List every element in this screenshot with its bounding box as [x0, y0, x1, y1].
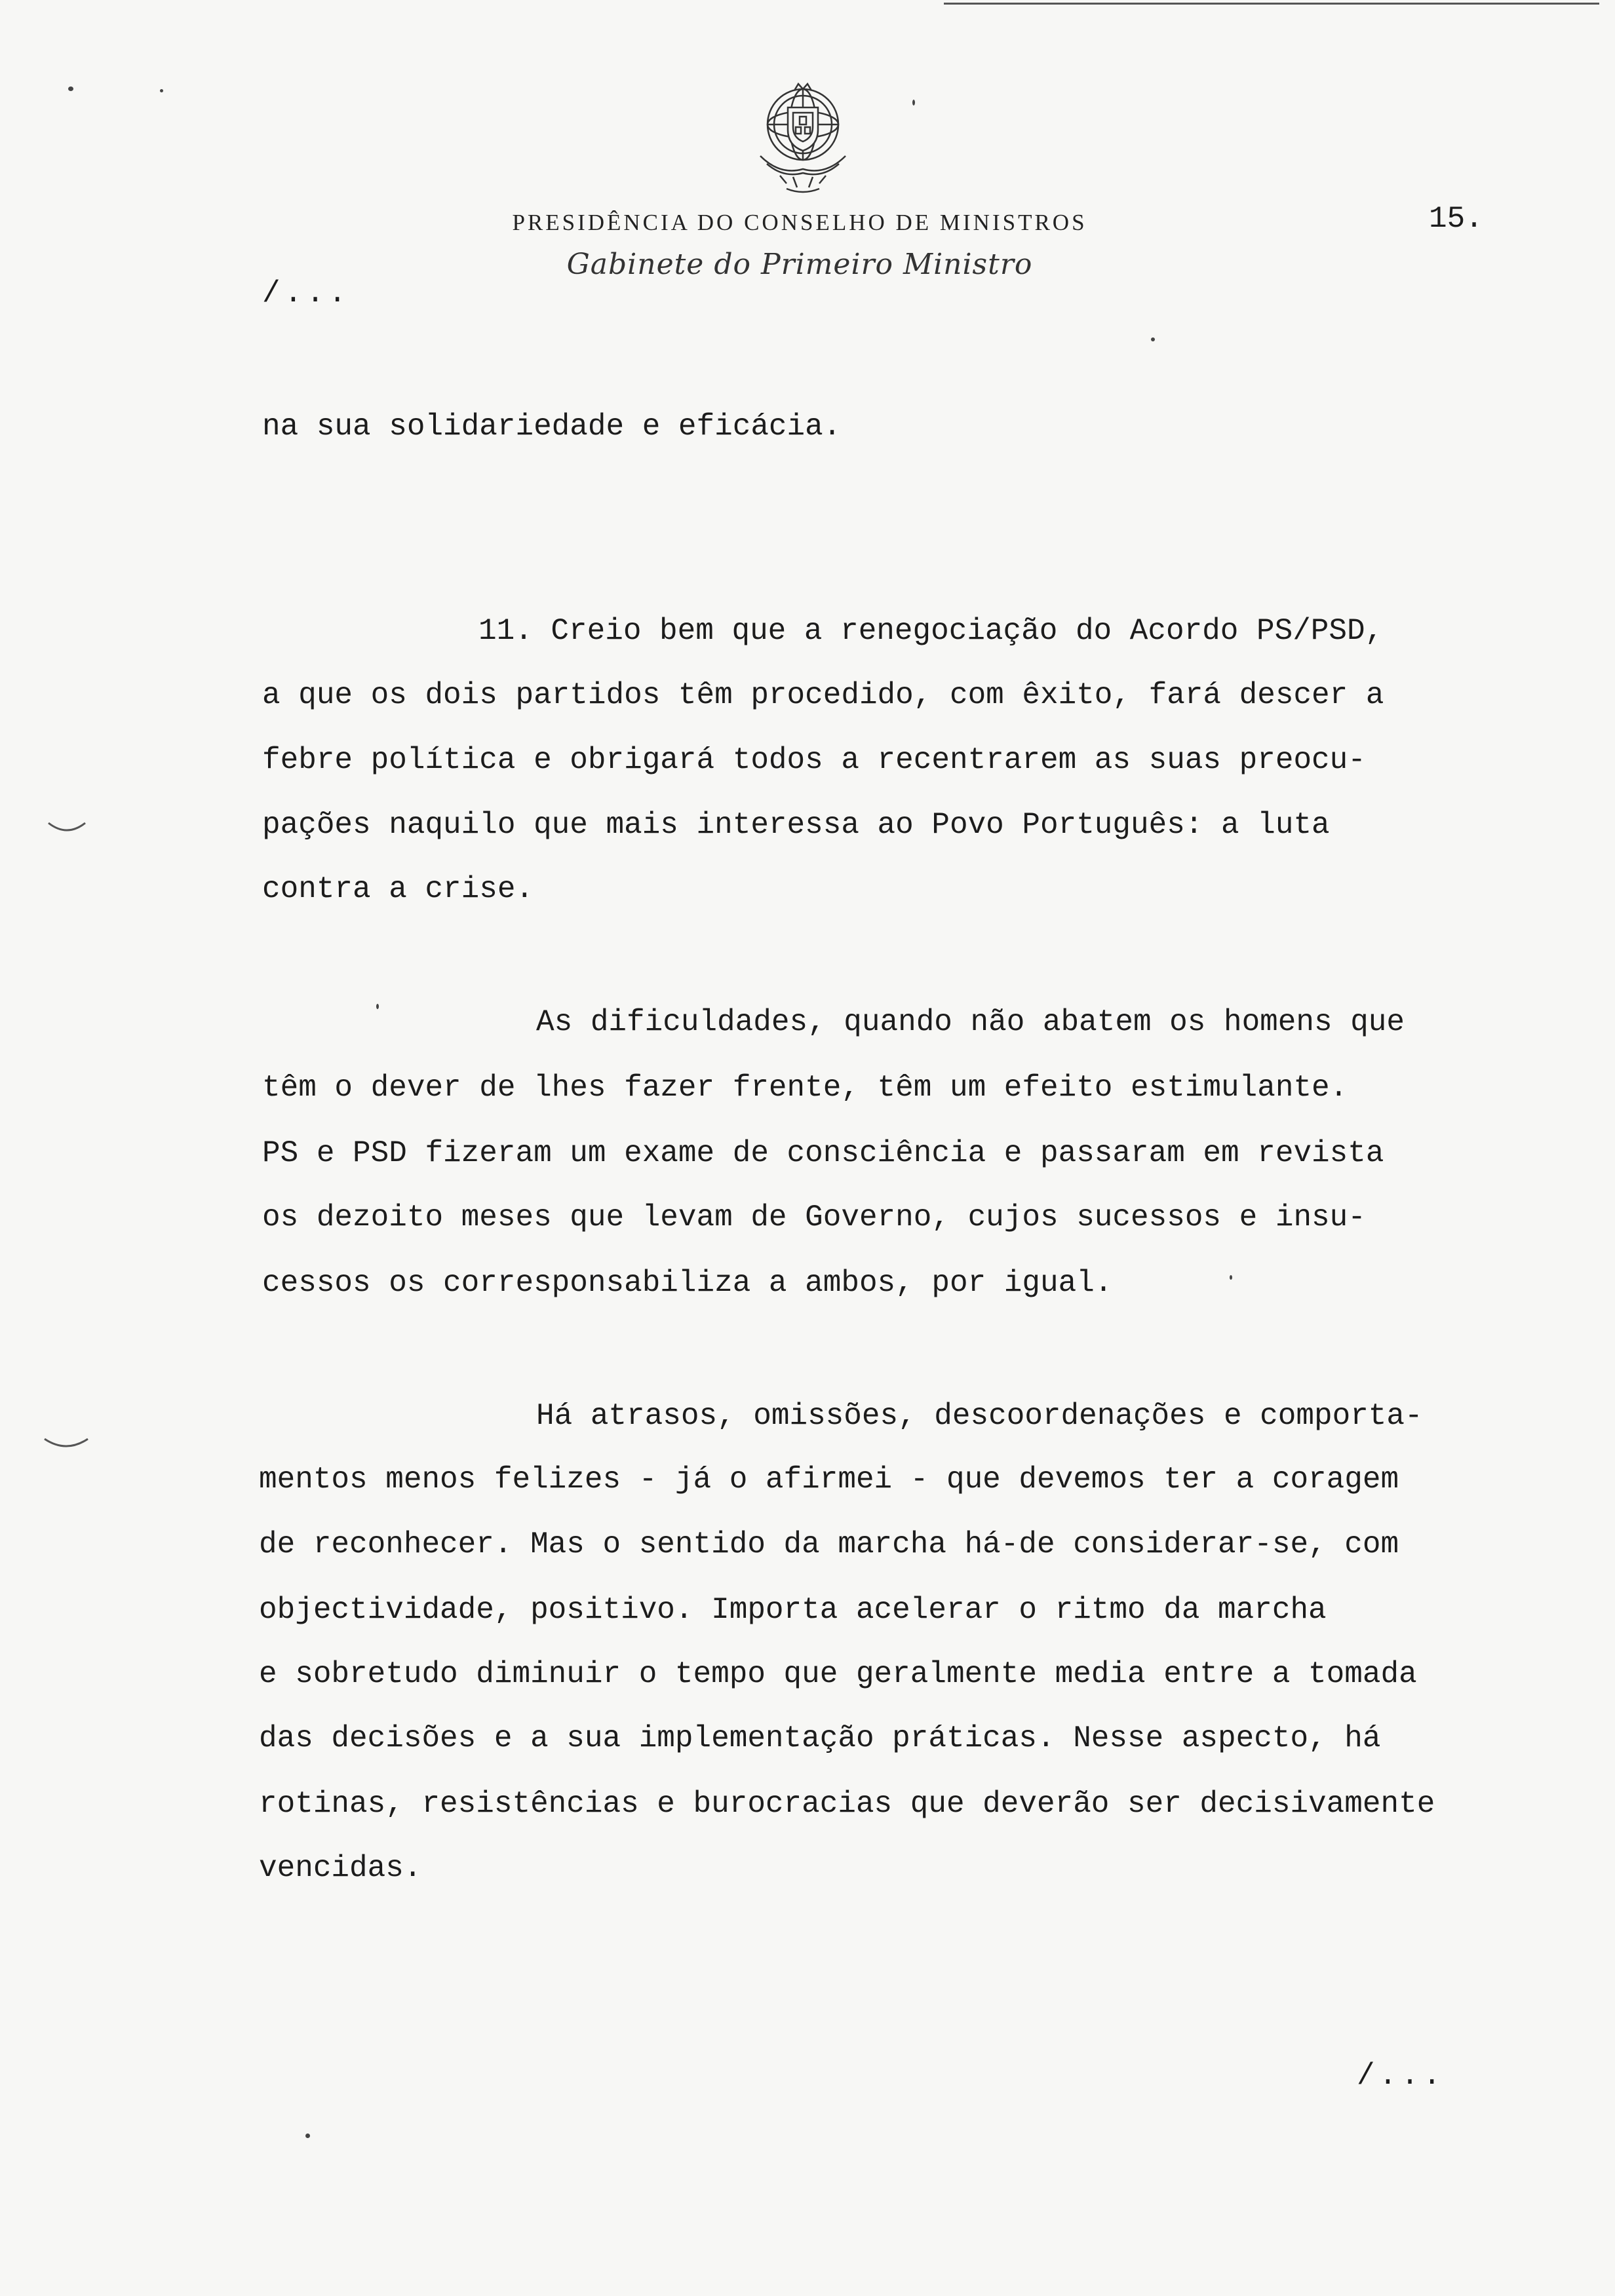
text-line: vencidas. — [259, 1851, 422, 1885]
text-line: de reconhecer. Mas o sentido da marcha há-de considerar-se, com — [259, 1527, 1399, 1561]
scan-speck — [376, 1004, 379, 1009]
letterhead-subtitle: Gabinete do Primeiro Ministro — [566, 248, 1033, 281]
binder-hole-mark — [43, 1436, 89, 1452]
top-edge-rule — [944, 3, 1599, 5]
text-line: os dezoito meses que levam de Governo, cujos sucessos e insu- — [262, 1200, 1366, 1234]
continuation-marker-bottom: /... — [1357, 2059, 1445, 2093]
text-line: rotinas, resistências e burocracias que deverão ser decisivamente — [259, 1787, 1435, 1821]
scan-speck — [1151, 337, 1155, 341]
coat-of-arms-icon — [741, 77, 865, 202]
text-line: contra a crise. — [262, 872, 534, 906]
scan-speck — [68, 86, 73, 91]
scan-speck — [1230, 1275, 1232, 1280]
text-line: 11. Creio bem que a renegociação do Acordo PS/PSD, — [478, 614, 1384, 648]
text-line: a que os dois partidos têm procedido, com êxito, fará descer a — [262, 678, 1384, 712]
scan-speck — [160, 89, 163, 92]
text-line: têm o dever de lhes fazer frente, têm um efeito estimulante. — [262, 1071, 1348, 1105]
continuation-marker-top: /... — [262, 277, 351, 311]
letterhead-title: PRESIDÊNCIA DO CONSELHO DE MINISTROS — [512, 210, 1087, 235]
text-line: cessos os corresponsabiliza a ambos, por igual. — [262, 1266, 1113, 1300]
scan-speck — [912, 100, 915, 105]
scan-speck — [305, 2133, 310, 2138]
binder-hole-mark — [47, 820, 87, 836]
text-line: das decisões e a sua implementação práticas. Nesse aspecto, há — [259, 1721, 1381, 1755]
text-line: Há atrasos, omissões, descoordenações e comporta- — [536, 1399, 1423, 1433]
text-line: pações naquilo que mais interessa ao Povo Português: a luta — [262, 808, 1330, 842]
text-line: As dificuldades, quando não abatem os homens que — [536, 1005, 1405, 1039]
text-line: objectividade, positivo. Importa acelerar o ritmo da marcha — [259, 1593, 1327, 1627]
text-line: e sobretudo diminuir o tempo que geralmente media entre a tomada — [259, 1657, 1417, 1691]
text-line: na sua solidariedade e eficácia. — [262, 410, 842, 444]
text-line: PS e PSD fizeram um exame de consciência e passaram em revista — [262, 1136, 1384, 1170]
text-line: mentos menos felizes - já o afirmei - que devemos ter a coragem — [259, 1463, 1399, 1497]
text-line: febre política e obrigará todos a recentrarem as suas preocu- — [262, 743, 1366, 777]
page-number: 15. — [1429, 202, 1483, 236]
